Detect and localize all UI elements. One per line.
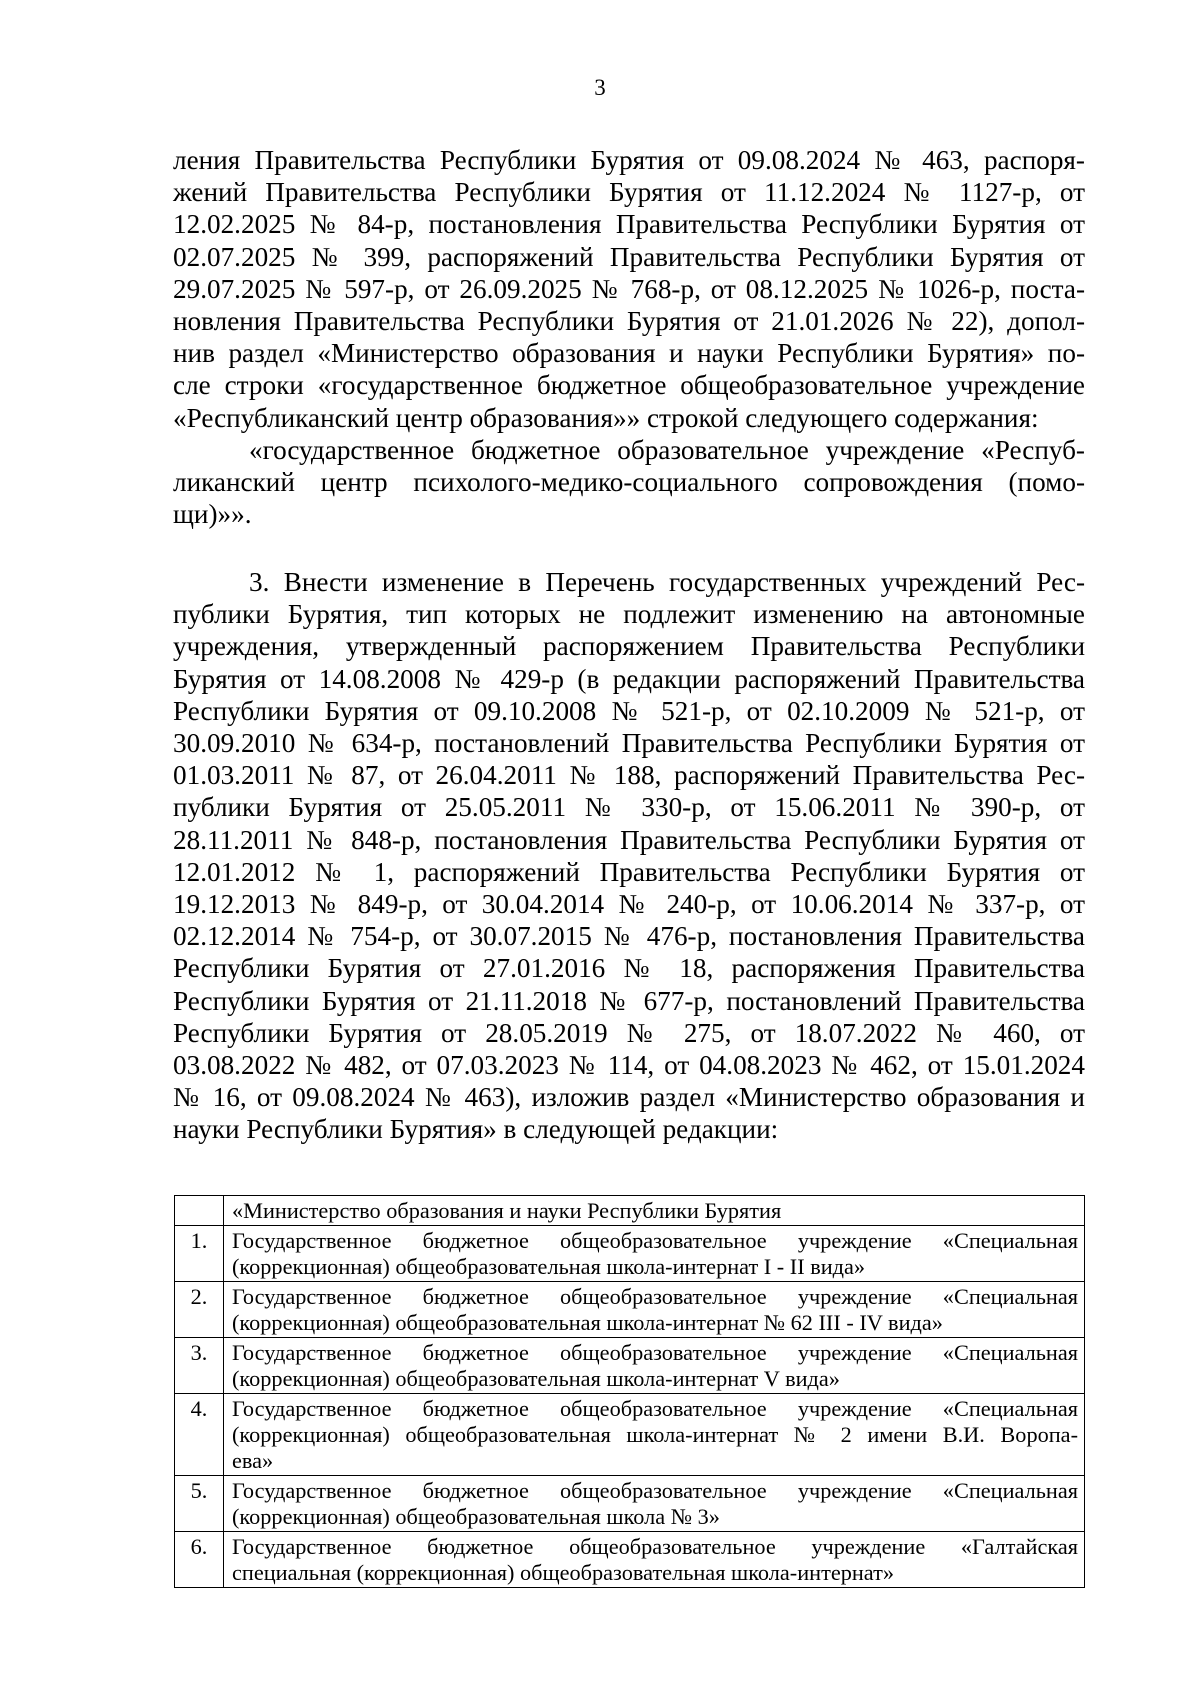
quote-line: «государственное бюджетное образовательное учреждение «Респуб- (249, 434, 1085, 465)
cell-line: Государственное бюджетное общеобразовательное учреждение «Специальная (232, 1228, 1078, 1253)
table-cell-text (224, 1394, 1085, 1476)
text-line: Бурятия от 14.08.2008 № 429-р (в редакции распоряжений Правительства (173, 663, 1085, 694)
text-line: 30.09.2010 № 634-р, постановлений Правительства Республики Бурятия от (173, 728, 1085, 759)
quote-line: ликанский центр психолого-медико-социального сопровождения (помо- (173, 467, 1085, 498)
table-row (175, 1532, 1085, 1588)
table-cell-text (224, 1476, 1085, 1532)
text-line: нив раздел «Министерство образования и науки Республики Бурятия» по- (173, 338, 1085, 369)
table-cell-number: 2. (175, 1282, 224, 1338)
table-row (175, 1394, 1085, 1476)
table-cell-text (224, 1338, 1085, 1394)
text-line: Республики Бурятия от 09.10.2008 № 521-р, от 02.10.2009 № 521-р, от (173, 695, 1085, 726)
table-cell-number: 1. (175, 1226, 224, 1282)
cell-line: (коррекционная) общеобразовательная школа № 3» (232, 1504, 720, 1529)
text-line: науки Республики Бурятия» в следующей редакции: (173, 1114, 779, 1145)
table-row (175, 1226, 1085, 1282)
table-row (175, 1282, 1085, 1338)
text-line: 01.03.2011 № 87, от 26.04.2011 № 188, распоряжений Правительства Рес- (173, 760, 1085, 791)
table-cell-number: 5. (175, 1476, 224, 1532)
text-line: ления Правительства Республики Бурятия от 09.08.2024 № 463, распоря- (173, 145, 1085, 175)
table-cell-text (224, 1532, 1085, 1588)
cell-line: специальная (коррекционная) общеобразовательная школа-интернат» (232, 1560, 895, 1585)
text-line: публики Бурятия от 25.05.2011 № 330-р, от 15.06.2011 № 390-р, от (173, 792, 1085, 823)
table-header-cell (224, 1196, 1085, 1226)
table-cell-text (224, 1226, 1085, 1282)
text-line: 19.12.2013 № 849-р, от 30.04.2014 № 240-р, от 10.06.2014 № 337-р, от (173, 889, 1085, 920)
text-line: Республики Бурятия от 28.05.2019 № 275, от 18.07.2022 № 460, от (173, 1017, 1085, 1048)
cell-line: Государственное бюджетное общеобразовательное учреждение «Специальная (232, 1478, 1078, 1503)
text-line: 02.07.2025 № 399, распоряжений Правительства Республики Бурятия от (173, 241, 1085, 272)
page-number: 3 (594, 75, 606, 100)
text-line: 28.11.2011 № 848-р, постановления Правительства Республики Бурятия от (173, 824, 1085, 855)
cell-line: (коррекционная) общеобразовательная школа-интернат № 62 III - IV вида» (232, 1310, 943, 1335)
paragraph-3 (173, 566, 1085, 1146)
cell-line: Государственное бюджетное общеобразовательное учреждение «Специальная (232, 1340, 1078, 1365)
text-line: 02.12.2014 № 754-р, от 30.07.2015 № 476-р, постановления Правительства (173, 921, 1085, 952)
quote-line: щи)»». (173, 499, 252, 530)
text-line: Республики Бурятия от 21.11.2018 № 677-р, постановлений Правительства (173, 985, 1085, 1016)
table-row (175, 1476, 1085, 1532)
cell-line: (коррекционная) общеобразовательная школа-интернат № 2 имени В.И. Воропа- (232, 1422, 1078, 1447)
text-line: 12.02.2025 № 84-р, постановления Правительства Республики Бурятия от (173, 209, 1085, 240)
cell-line: ева» (232, 1448, 274, 1473)
paragraph-continuation (173, 144, 1085, 530)
text-line: Республики Бурятия от 27.01.2016 № 18, распоряжения Правительства (173, 953, 1085, 984)
table-cell-number: 4. (175, 1394, 224, 1476)
table-cell-number: 3. (175, 1338, 224, 1394)
text-line: учреждения, утвержденный распоряжением Правительства Республики (173, 631, 1085, 662)
table-header-text: «Министерство образования и науки Республики Бурятия (232, 1198, 782, 1223)
text-line: № 16, от 09.08.2024 № 463), изложив раздел «Министерство образования и (173, 1082, 1085, 1113)
text-line: 03.08.2022 № 482, от 07.03.2023 № 114, от 04.08.2023 № 462, от 15.01.2024 (173, 1050, 1085, 1081)
cell-line: Государственное бюджетное общеобразовательное учреждение «Специальная (232, 1396, 1078, 1421)
table-cell-text (224, 1282, 1085, 1338)
text-line: 3. Внести изменение в Перечень государственных учреждений Рес- (249, 567, 1085, 597)
text-line: публики Бурятия, тип которых не подлежит изменению на автономные (173, 599, 1085, 630)
text-line: «Республиканский центр образования»» строкой следующего содержания: (173, 402, 1039, 433)
cell-line: (коррекционная) общеобразовательная школа-интернат V вида» (232, 1366, 840, 1391)
text-line: новления Правительства Республики Бурятия от 21.01.2026 № 22), допол- (173, 306, 1085, 337)
text-line: сле строки «государственное бюджетное общеобразовательное учреждение (173, 370, 1085, 401)
text-line: 29.07.2025 № 597-р, от 26.09.2025 № 768-р, от 08.12.2025 № 1026-р, поста- (173, 273, 1085, 304)
text-line: 12.01.2012 № 1, распоряжений Правительства Республики Бурятия от (173, 856, 1085, 887)
text-line: жений Правительства Республики Бурятия от 11.12.2024 № 1127-р, от (173, 177, 1085, 208)
table-cell-number (175, 1196, 224, 1226)
cell-line: Государственное бюджетное общеобразовательное учреждение «Специальная (232, 1284, 1078, 1309)
cell-line: (коррекционная) общеобразовательная школа-интернат I - II вида» (232, 1254, 866, 1279)
institutions-table (174, 1195, 1085, 1588)
table-header-row (175, 1196, 1085, 1226)
table-row (175, 1338, 1085, 1394)
table-cell-number: 6. (175, 1532, 224, 1588)
cell-line: Государственное бюджетное общеобразовательное учреждение «Галтайская (232, 1534, 1078, 1559)
